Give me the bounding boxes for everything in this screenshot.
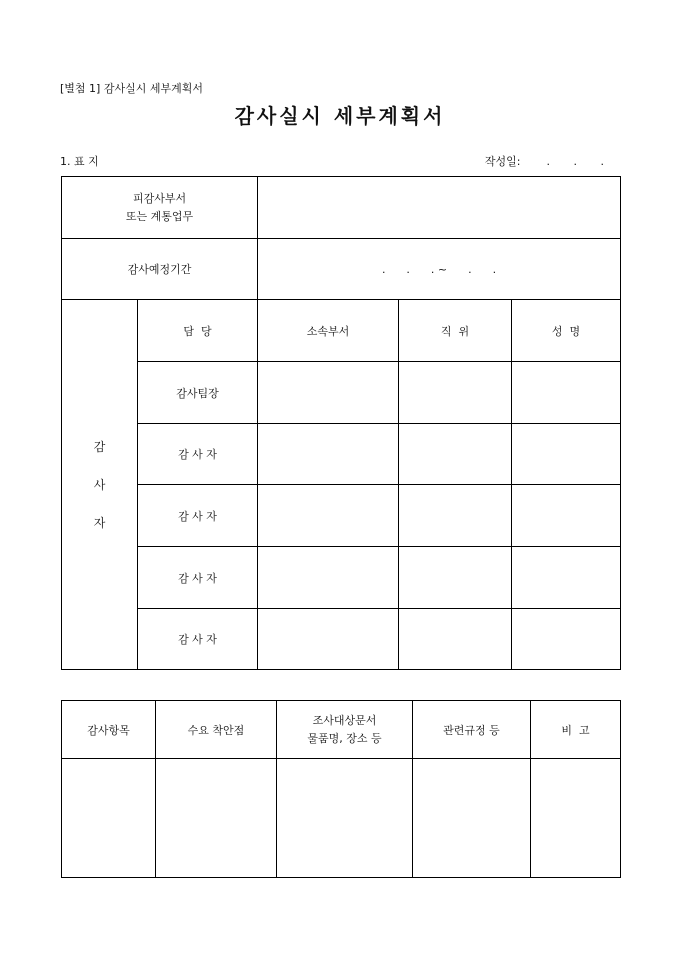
col-dept-header: 소속부서 xyxy=(258,300,399,362)
cell-position xyxy=(399,547,512,609)
cell-dept xyxy=(258,547,399,609)
col-item-header: 감사항목 xyxy=(62,701,156,759)
cell-point xyxy=(156,759,277,878)
col-position-header: 직 위 xyxy=(399,300,512,362)
cell-name xyxy=(512,485,621,547)
cell-name xyxy=(512,609,621,670)
row-role-leader: 감사팀장 xyxy=(138,362,258,424)
cell-dept xyxy=(258,362,399,424)
date-line xyxy=(485,153,614,169)
cell-item xyxy=(62,759,156,878)
col-name-header: 성 명 xyxy=(512,300,621,362)
col-docs-line2: 물품명, 장소 등 xyxy=(307,731,382,745)
period-label: 감사예정기간 xyxy=(62,239,258,300)
audit-items-table xyxy=(61,700,621,878)
cell-position xyxy=(399,362,512,424)
cell-name xyxy=(512,362,621,424)
target-dept-line2: 또는 계통업무 xyxy=(125,209,194,223)
auditor-char-2: 사 xyxy=(93,477,106,492)
row-role-auditor: 감 사 자 xyxy=(138,547,258,609)
target-dept-value xyxy=(258,177,621,239)
cell-position xyxy=(399,424,512,485)
period-value: . . . ~ . . xyxy=(258,239,621,300)
cell-rules xyxy=(413,759,531,878)
col-role-header: 담 당 xyxy=(138,300,258,362)
cover-table xyxy=(61,176,621,670)
row-role-auditor: 감 사 자 xyxy=(138,609,258,670)
cell-dept xyxy=(258,424,399,485)
attachment-label: [별첨 1] 감사실시 세부계획서 xyxy=(60,82,203,95)
date-value: . . . xyxy=(546,155,614,168)
row-role-auditor: 감 사 자 xyxy=(138,424,258,485)
cell-name xyxy=(512,547,621,609)
col-note-header: 비 고 xyxy=(531,701,621,759)
date-label: 작성일: xyxy=(484,155,521,168)
section-label: 1. 표 지 xyxy=(60,155,99,168)
row-role-auditor: 감 사 자 xyxy=(138,485,258,547)
target-dept-line1: 피감사부서 xyxy=(132,191,187,205)
cell-dept xyxy=(258,609,399,670)
cell-name xyxy=(512,424,621,485)
cell-position xyxy=(399,485,512,547)
target-dept-label xyxy=(62,177,258,239)
col-point-header: 수요 착안점 xyxy=(156,701,277,759)
col-rules-header: 관련규정 등 xyxy=(413,701,531,759)
cell-position xyxy=(399,609,512,670)
col-docs-line1: 조사대상문서 xyxy=(312,713,377,727)
col-docs-header xyxy=(277,701,413,759)
document-title: 감사실시 세부계획서 xyxy=(234,104,446,128)
auditor-group-label xyxy=(62,300,138,670)
auditor-char-1: 감 xyxy=(93,439,106,454)
cell-note xyxy=(531,759,621,878)
auditor-char-3: 자 xyxy=(93,515,106,530)
cell-docs xyxy=(277,759,413,878)
cell-dept xyxy=(258,485,399,547)
